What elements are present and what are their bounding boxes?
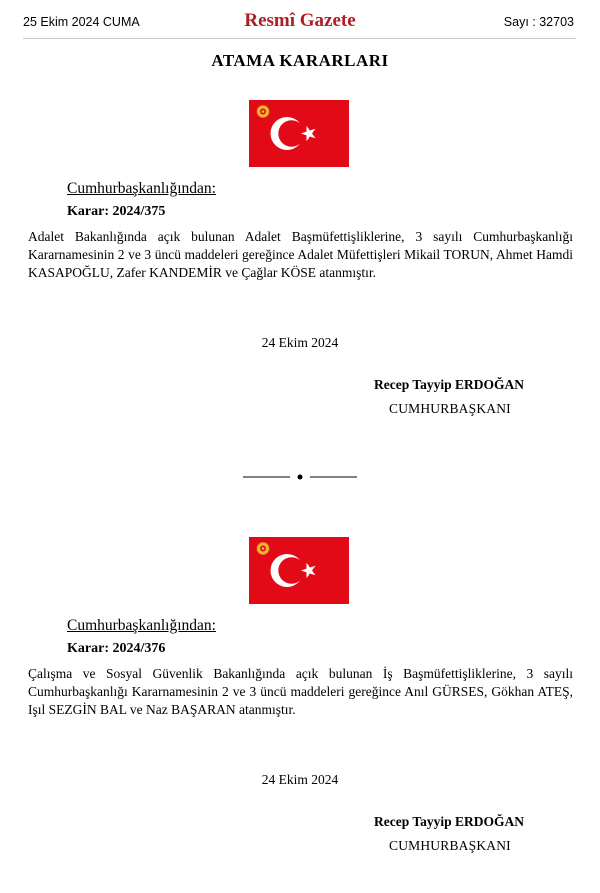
decision-section <box>0 100 600 500</box>
signatory-title: CUMHURBAŞKANI <box>389 838 511 853</box>
page-heading: ATAMA KARARLARI <box>211 51 389 70</box>
issuing-authority: Cumhurbaşkanlığından: <box>67 617 216 634</box>
section-divider <box>243 472 357 482</box>
signatory-name: Recep Tayyip ERDOĞAN <box>374 377 525 392</box>
turkish-flag-icon <box>249 537 349 604</box>
decision-body: Çalışma ve Sosyal Güvenlik Bakanlığında açık bulunan İş Başmüfettişliklerine, 3 sayılı Cumhurbaşkanlığı Kararnamesinin 2 ve 3 üncü maddeleri gereğince Anıl GÜRSES, Gökhan ATEŞ, Işıl SEZGİN BAL ve Naz BAŞARAN atanmıştır. <box>28 666 573 717</box>
gazette-title: Resmî Gazete <box>244 10 356 31</box>
signatory-name: Recep Tayyip ERDOĞAN <box>374 814 525 829</box>
gazette-date: 25 Ekim 2024 CUMA <box>23 15 140 29</box>
issuing-authority: Cumhurbaşkanlığından: <box>67 180 216 197</box>
decision-number: Karar: 2024/375 <box>67 204 166 219</box>
signatory-title: CUMHURBAŞKANI <box>389 401 511 416</box>
presidential-seal-icon <box>257 543 269 555</box>
gazette-issue-number: Sayı : 32703 <box>503 15 574 29</box>
decision-date: 24 Ekim 2024 <box>261 772 339 787</box>
decision-section <box>0 537 600 893</box>
decision-number: Karar: 2024/376 <box>67 641 166 656</box>
presidential-seal-icon <box>257 106 269 118</box>
decision-date: 24 Ekim 2024 <box>261 335 339 350</box>
decision-body: Adalet Bakanlığında açık bulunan Adalet Başmüfettişliklerine, 3 sayılı Cumhurbaşkanlığı Kararnamesinin 2 ve 3 üncü maddeleri gereğince Adalet Müfettişleri Mikail TORUN, Ahmet Hamdi KASAPOĞLU, Zafer KANDEMİR ve Çağlar KÖSE atanmıştır. <box>28 229 573 280</box>
header-divider <box>23 38 576 39</box>
turkish-flag-icon <box>249 100 349 167</box>
